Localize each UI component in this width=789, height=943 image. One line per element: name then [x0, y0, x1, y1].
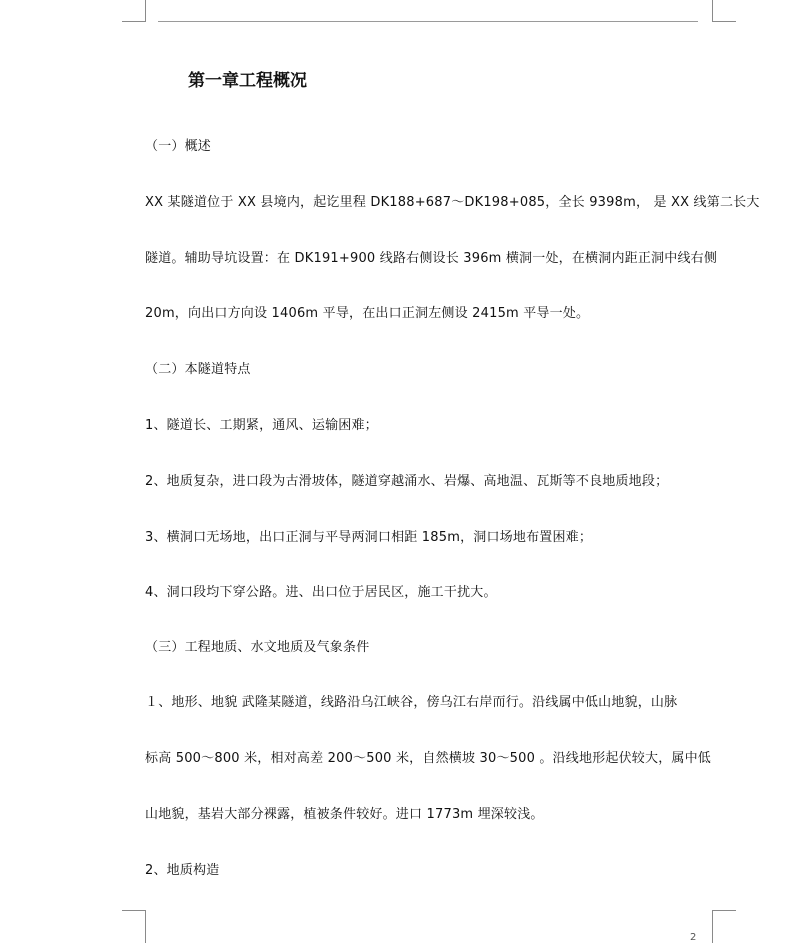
page-number: 2: [690, 932, 697, 943]
crop-mark-top-left-h: [122, 21, 146, 22]
section-heading-features: （二）本隧道特点: [145, 362, 251, 377]
chapter-title: 第一章工程概况: [188, 71, 307, 91]
crop-mark-top-left-v: [145, 0, 146, 22]
body-line: 隧道。辅助导坑设置：在 DK191+900 线路右侧设长 396m 横洞一处，在横洞内距正洞中线右侧: [145, 251, 718, 266]
body-line: 标高 500～800 米，相对高差 200～500 米，自然横坡 30～500 。沿线地形起伏较大，属中低: [145, 751, 712, 766]
section-heading-overview: （一）概述: [145, 139, 212, 154]
body-line: １、地形、地貌 武隆某隧道，线路沿乌江峡谷，傍乌江右岸而行。沿线属中低山地貌，山脉: [145, 695, 678, 710]
crop-mark-bottom-left-h: [122, 910, 146, 911]
crop-mark-bottom-right-v: [712, 910, 713, 943]
header-rule: [158, 21, 698, 22]
crop-mark-bottom-right-h: [712, 910, 736, 911]
body-line: 20m，向出口方向设 1406m 平导，在出口正洞左侧设 2415m 平导一处。: [145, 306, 590, 321]
list-item: 3、横洞口无场地，出口正洞与平导两洞口相距 185m，洞口场地布置困难；: [145, 530, 593, 545]
list-item: 2、地质构造: [145, 863, 220, 878]
list-item: 1、隧道长、工期紧，通风、运输困难；: [145, 418, 378, 433]
list-item: 2、地质复杂，进口段为古滑坡体，隧道穿越涌水、岩爆、高地温、瓦斯等不良地质地段；: [145, 474, 669, 489]
section-heading-geology: （三）工程地质、水文地质及气象条件: [145, 640, 370, 655]
crop-mark-bottom-left-v: [145, 910, 146, 943]
list-item: 4、洞口段均下穿公路。进、出口位于居民区，施工干扰大。: [145, 585, 497, 600]
body-line: 山地貌，基岩大部分裸露，植被条件较好。进口 1773m 埋深较浅。: [145, 807, 544, 822]
crop-mark-top-right-v: [712, 0, 713, 22]
crop-mark-top-right-h: [712, 21, 736, 22]
body-line: XX 某隧道位于 XX 县境内，起讫里程 DK188+687～DK198+085，全长 9398m， 是 XX 线第二长大: [145, 195, 760, 210]
